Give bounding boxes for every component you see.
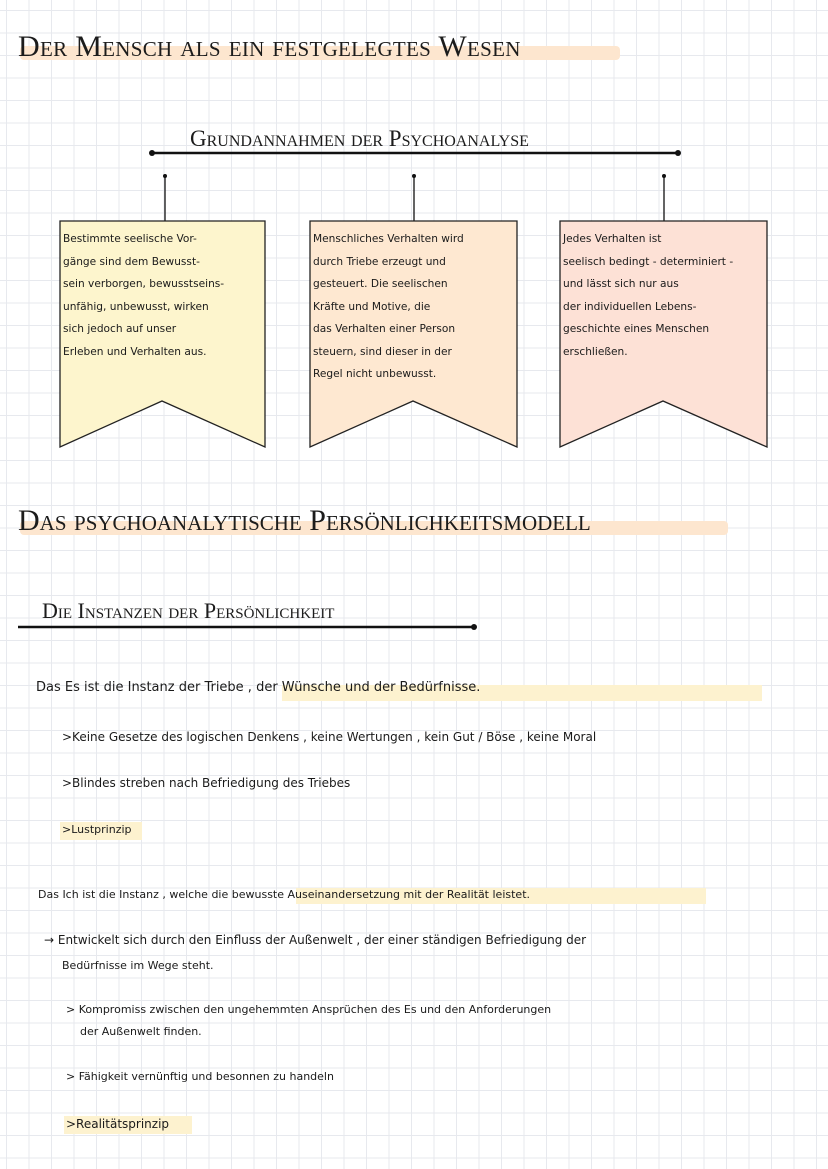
ich-compromise-2: der Außenwelt finden. <box>80 1025 202 1038</box>
banner-3-line: der individuellen Lebens- <box>563 300 697 313</box>
banner-3-line: und lässt sich nur aus <box>563 278 679 290</box>
banner-2-line: steuern, sind dieser in der <box>313 345 452 358</box>
sub-section-title: Die Instanzen der Persönlichkeit <box>42 598 335 623</box>
banner-2-line: Regel nicht unbewusst. <box>313 368 437 380</box>
banner-2-text <box>313 228 464 386</box>
ich-development-2: Bedürfnisse im Wege steht. <box>62 959 214 972</box>
es-point-3: >Lustprinzip <box>62 823 132 836</box>
es-point-1: >Keine Gesetze des logischen Denkens , keine Wertungen , kein Gut / Böse , keine Moral <box>62 730 597 744</box>
es-definition: Das Es ist die Instanz der Triebe , der Wünsche und der Bedürfnisse. <box>36 680 481 695</box>
es-point-2: >Blindes streben nach Befriedigung des Triebes <box>62 776 351 790</box>
banner-1-line: gänge sind dem Bewusst- <box>63 255 200 268</box>
banner-2-line: Kräfte und Motive, die <box>313 300 431 313</box>
banner-1-line: sein verborgen, bewusstseins- <box>63 278 225 290</box>
ich-compromise-1: > Kompromiss zwischen den ungehemmten Ansprüchen des Es und den Anforderungen <box>66 1003 552 1016</box>
banner-3-text <box>563 228 733 363</box>
banner-1-line: unfähig, unbewusst, wirken <box>63 300 209 313</box>
banner-3-line: erschließen. <box>563 345 628 358</box>
section-title: Das psychoanalytische Persönlichkeitsmodell <box>18 504 591 537</box>
banner-2-line: Menschliches Verhalten wird <box>313 233 464 245</box>
banner-2-line: gesteuert. Die seelischen <box>313 278 448 290</box>
banner-3-line: seelisch bedingt - determiniert - <box>563 255 734 268</box>
diagram-title: Grundannahmen der Psychoanalyse <box>190 126 529 151</box>
ich-ability: > Fähigkeit vernünftig und besonnen zu handeln <box>66 1070 334 1083</box>
ich-development-1: → Entwickelt sich durch den Einfluss der Außenwelt , der einer ständigen Befriedigung der <box>44 933 587 947</box>
banner-2-line: durch Triebe erzeugt und <box>313 255 446 268</box>
sub-section-underline <box>0 618 828 638</box>
ich-principle: >Realitätsprinzip <box>66 1117 170 1131</box>
banner-1-line: sich jedoch auf unser <box>63 323 177 335</box>
banner-1-line: Erleben und Verhalten aus. <box>63 345 207 358</box>
banner-2-line: das Verhalten einer Person <box>313 323 456 335</box>
banner-3-line: geschichte eines Menschen <box>563 323 710 335</box>
ich-definition: Das Ich ist die Instanz , welche die bewusste Auseinandersetzung mit der Realität leistet. <box>38 888 530 901</box>
page-title: Der Mensch als ein festgelegtes Wesen <box>18 30 521 63</box>
banner-1-line: Bestimmte seelische Vor- <box>63 233 197 245</box>
banner-3-line: Jedes Verhalten ist <box>563 233 662 245</box>
banner-1-text <box>63 228 224 363</box>
